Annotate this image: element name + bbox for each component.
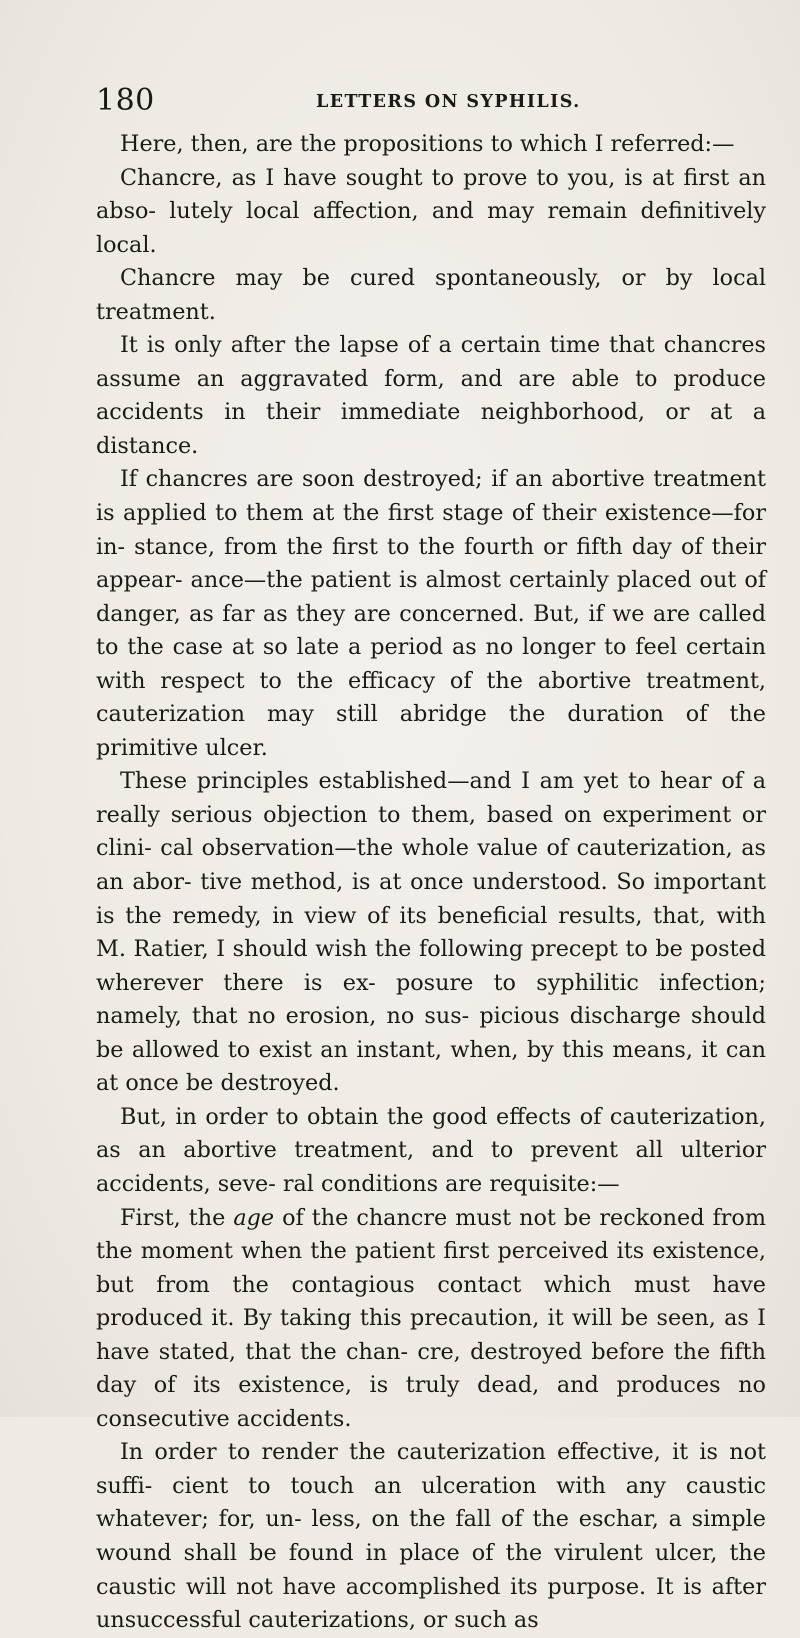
paragraph-conditions-requisite: But, in order to obtain the good effects of cauterization, as an abortive treatment, and to prevent all ulterior accidents, seve- ral conditions are requisite:— [96, 1103, 766, 1197]
running-head [96, 81, 746, 121]
paragraph-abortive-treatment: If chancres are soon destroyed; if an abortive treatment is applied to them at the first stage of their existence—for in- stance, from the first to the fourth or fifth day of their appear- ance—the patient is almost certainly placed out of danger, as far as they are concerned. But, if we are called to the case at so late a period as no longer to feel certain with respect to the efficacy of the abortive treatment, cauterization may still abridge the duration of the primitive ulcer. [96, 466, 766, 761]
body-text [96, 128, 766, 1638]
paragraph-render-effective: In order to render the cauterization effective, it is not suffi- cient to touch an ulceration with any caustic whatever; for, un- less, on the fall of the eschar, a simple wound shall be found in place of the virulent ulcer, the caustic will not have accomplished its purpose. It is after unsuccessful cauterizations, or such as [96, 1439, 766, 1634]
running-title: LETTERS ON SYPHILIS. [316, 92, 581, 112]
paragraph-principles-established: These principles established—and I am yet to hear of a really serious objection to them, based on experiment or clini- cal observation—the whole value of cauterization, as an abor- tive method, is at once understood. So important is the remedy, in view of its beneficial results, that, with M. Ratier, I should wish the following precept to be posted wherever there is ex- posure to syphilitic infection; namely, that no erosion, no sus- picious discharge should be allowed to exist an instant, when, by this means, it can at once be destroyed. [96, 768, 766, 1097]
paragraph-chancre-cured: Chancre may be cured spontaneously, or by local treatment. [96, 265, 766, 325]
age-text-before: First, the [120, 1204, 234, 1231]
age-emphasis: age [233, 1204, 275, 1231]
paragraph-propositions: Here, then, are the propositions to which I referred:— [120, 131, 735, 157]
paragraph-chancre-local: Chancre, as I have sought to prove to you, is at first an abso- lutely local affection, and may remain definitively local. [96, 164, 766, 258]
page-number: 180 [96, 83, 155, 118]
paragraph-age-of-chancre [96, 1202, 766, 1437]
age-text-after: of the chancre must not be reckoned from the moment when the patient first perceived its existence, but from the contagious contact which must have produced it. By taking this precaution, it will be seen, as I have stated, that the chan- cre, destroyed before the fifth day of its existence, is truly dead, and produces no consecutive accidents. [96, 1204, 766, 1432]
paragraph-lapse-of-time: It is only after the lapse of a certain time that chancres assume an aggravated form, and are able to produce accidents in their immediate neighborhood, or at a distance. [96, 332, 766, 459]
